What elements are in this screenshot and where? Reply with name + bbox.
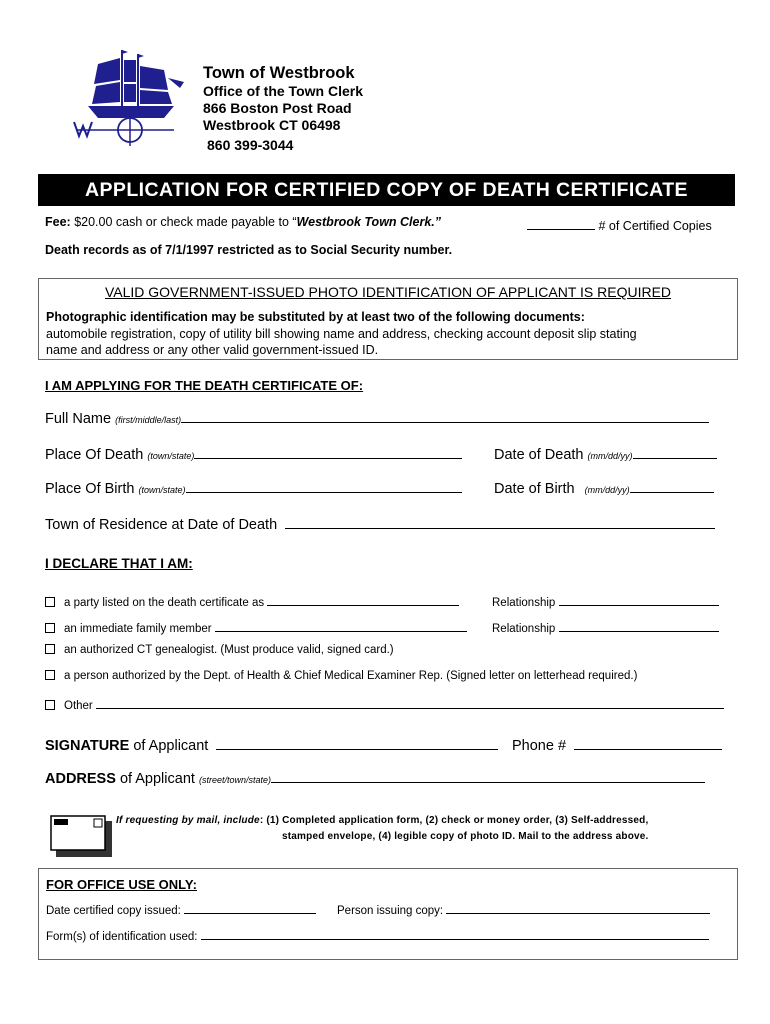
date-of-death-hint: (mm/dd/yy) [587, 451, 633, 461]
opt3-label: an authorized CT genealogist. (Must produce valid, signed card.) [64, 644, 394, 656]
date-issued-field[interactable] [46, 901, 316, 917]
address-blank[interactable] [271, 770, 705, 783]
checkbox-authorized-person[interactable] [45, 670, 55, 680]
person-issuing-label: Person issuing copy: [337, 905, 444, 917]
address-bold: ADDRESS [45, 771, 116, 787]
envelope-icon [50, 815, 116, 861]
fee-payee: Westbrook Town Clerk.” [296, 215, 442, 229]
place-of-birth-label: Place Of Birth [45, 481, 135, 497]
opt1-blank[interactable] [267, 593, 459, 606]
id-heading: VALID GOVERNMENT-ISSUED PHOTO IDENTIFICATION OF APPLICANT IS REQUIRED [104, 284, 672, 300]
copies-blank[interactable] [527, 217, 595, 230]
place-of-death-hint: (town/state) [147, 451, 195, 461]
residence-label: Town of Residence at Date of Death [45, 517, 278, 533]
checkbox-party-listed[interactable] [45, 597, 55, 607]
signature-rest: of Applicant [133, 738, 209, 754]
declare-option-3[interactable] [45, 644, 394, 656]
signature-field[interactable] [45, 737, 498, 754]
date-of-birth-label: Date of Birth [494, 481, 575, 497]
id-bold-line: Photographic identification may be substituted by at least two of the following documents: [46, 310, 585, 324]
address-rest: of Applicant [119, 771, 195, 787]
checkbox-family-member[interactable] [45, 623, 55, 633]
fee-text: $20.00 cash or check made payable to “ [74, 215, 297, 229]
town-name: Town of Westbrook [203, 64, 355, 82]
forms-id-field[interactable] [46, 927, 709, 943]
date-of-death-label: Date of Death [494, 447, 584, 463]
address-field[interactable] [45, 770, 705, 787]
phone-field[interactable] [512, 737, 722, 754]
date-of-birth-field[interactable] [494, 480, 714, 497]
opt5-label: Other [64, 700, 93, 712]
phone-blank[interactable] [574, 737, 722, 750]
relationship-field-1[interactable] [492, 593, 719, 609]
date-of-birth-hint: (mm/dd/yy) [584, 485, 630, 495]
forms-id-blank[interactable] [201, 927, 709, 940]
signature-blank[interactable] [216, 737, 498, 750]
declare-option-2[interactable] [45, 619, 467, 635]
letterhead [203, 64, 363, 154]
date-issued-blank[interactable] [184, 901, 316, 914]
street-address: 866 Boston Post Road [203, 100, 352, 116]
relationship-blank-2[interactable] [559, 619, 719, 632]
other-blank[interactable] [96, 696, 724, 709]
date-issued-label: Date certified copy issued: [46, 905, 181, 917]
opt1-label: a party listed on the death certificate as [64, 597, 265, 609]
office-use-box [38, 868, 738, 960]
declare-option-4[interactable] [45, 670, 637, 682]
place-of-birth-field[interactable] [45, 480, 462, 497]
residence-field[interactable] [45, 516, 715, 533]
id-requirement-box [38, 278, 738, 360]
copies-label: # of Certified Copies [598, 219, 712, 233]
person-issuing-blank[interactable] [446, 901, 710, 914]
id-line-2: automobile registration, copy of utility bill showing name and address, checking account deposit slip stating [46, 327, 637, 341]
mail-line-1: : (1) Completed application form, (2) check or money order, (3) Self-addressed, [259, 815, 649, 826]
mail-instructions [116, 815, 648, 826]
relationship-label-2: Relationship [492, 623, 556, 635]
date-of-death-field[interactable] [494, 446, 717, 463]
applying-heading: I AM APPLYING FOR THE DEATH CERTIFICATE OF: [45, 378, 364, 393]
ship-logo-icon [68, 44, 186, 148]
phone-number: 860 399-3044 [207, 137, 294, 153]
mail-lead: If requesting by mail, include [116, 815, 260, 826]
date-of-death-blank[interactable] [633, 446, 717, 459]
place-of-death-field[interactable] [45, 446, 462, 463]
office-use-heading: FOR OFFICE USE ONLY: [46, 877, 197, 892]
signature-bold: SIGNATURE [45, 738, 130, 754]
declare-heading: I DECLARE THAT I AM: [45, 556, 193, 571]
relationship-blank-1[interactable] [559, 593, 719, 606]
person-issuing-field[interactable] [337, 901, 710, 917]
forms-id-label: Form(s) of identification used: [46, 931, 198, 943]
declare-option-5[interactable] [45, 696, 724, 712]
form-title: APPLICATION FOR CERTIFIED COPY OF DEATH CERTIFICATE [38, 174, 735, 206]
place-of-death-label: Place Of Death [45, 447, 144, 463]
residence-blank[interactable] [285, 516, 715, 529]
place-of-birth-blank[interactable] [186, 480, 462, 493]
full-name-hint: (first/middle/last) [115, 415, 182, 425]
fee-label: Fee: [45, 215, 71, 229]
place-of-death-blank[interactable] [194, 446, 462, 459]
full-name-label: Full Name [45, 411, 112, 427]
opt2-label: an immediate family member [64, 623, 212, 635]
checkbox-genealogist[interactable] [45, 644, 55, 654]
opt4-label: a person authorized by the Dept. of Health & Chief Medical Examiner Rep. (Signed letter on letterhead required.) [64, 670, 638, 682]
full-name-blank[interactable] [181, 410, 709, 423]
date-of-birth-blank[interactable] [630, 480, 714, 493]
address-hint: (street/town/state) [198, 775, 271, 785]
id-line-3: name and address or any other valid government-issued ID. [46, 343, 379, 357]
checkbox-other[interactable] [45, 700, 55, 710]
restriction-note: Death records as of 7/1/1997 restricted as to Social Security number. [45, 243, 453, 257]
place-of-birth-hint: (town/state) [138, 485, 186, 495]
phone-label: Phone # [512, 738, 567, 754]
opt2-blank[interactable] [215, 619, 467, 632]
city-address: Westbrook CT 06498 [203, 117, 341, 133]
relationship-label-1: Relationship [492, 597, 556, 609]
relationship-field-2[interactable] [492, 619, 719, 635]
mail-line-2: stamped envelope, (4) legible copy of photo ID. Mail to the address above. [282, 831, 649, 842]
copies-field[interactable] [527, 217, 712, 233]
declare-option-1[interactable] [45, 593, 459, 609]
full-name-field[interactable] [45, 410, 709, 427]
fee-line [45, 215, 441, 229]
office-name: Office of the Town Clerk [203, 83, 363, 99]
